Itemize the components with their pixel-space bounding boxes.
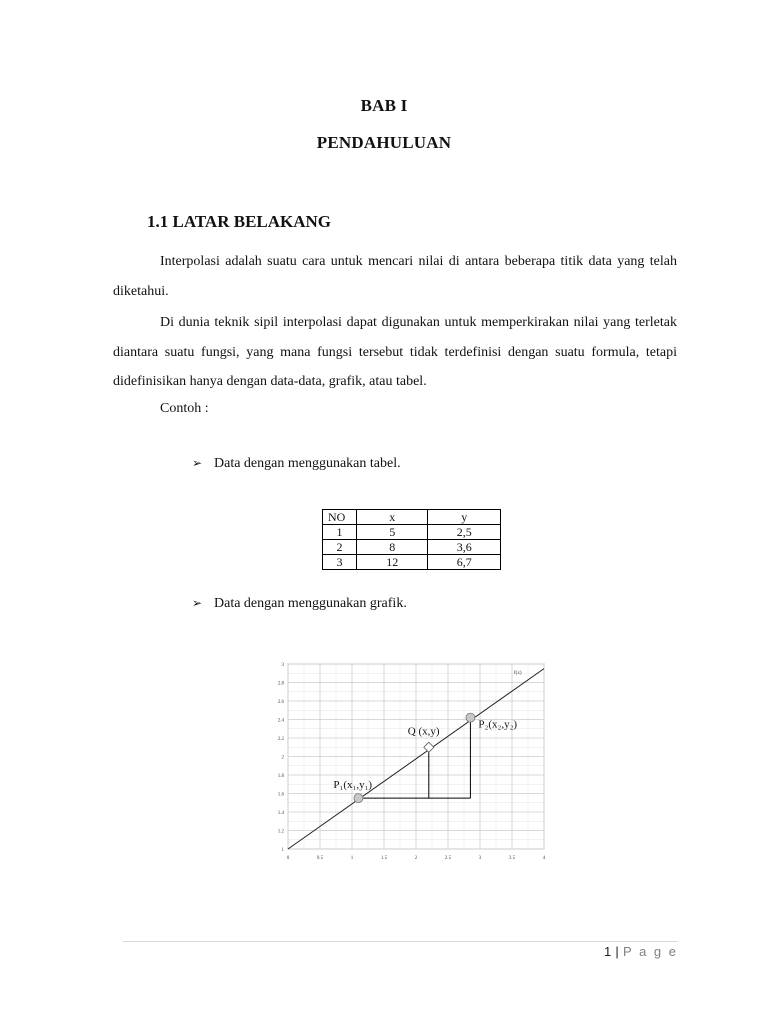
paragraph-definition: Interpolasi adalah suatu cara untuk mencari nilai di antara beberapa titik data yang telah diketahui. xyxy=(113,254,677,299)
x-tick-label: 0 xyxy=(286,856,290,861)
page-footer xyxy=(604,944,678,959)
table-cell: 3,6 xyxy=(428,540,501,555)
table-cell: 3 xyxy=(323,555,357,570)
data-table xyxy=(322,509,501,570)
table-header: NO xyxy=(323,510,357,525)
table-cell: 12 xyxy=(356,555,428,570)
bullet-graph-text: Data dengan menggunakan grafik. xyxy=(214,596,407,611)
footer-separator: | xyxy=(615,944,620,959)
point-label-q: Q (x,y) xyxy=(407,725,440,738)
y-tick-label: 1.8 xyxy=(277,774,284,779)
table-header-row xyxy=(323,510,501,525)
paragraph-civil-engineering: Di dunia teknik sipil interpolasi dapat digunakan untuk memperkirakan nilai yang terletak diantara suatu fungsi, yang mana fungsi tersebut tidak terdefinisi dengan suatu formula, tetapi didefinisikan hanya dengan data-data, grafik, atau tabel. xyxy=(113,315,677,389)
footer-divider xyxy=(123,941,678,942)
bullet-graph xyxy=(192,596,407,612)
x-tick-label: 2.5 xyxy=(444,856,452,861)
bullet-table xyxy=(192,456,401,472)
table-cell: 2 xyxy=(323,540,357,555)
table-cell: 2,5 xyxy=(428,525,501,540)
y-tick-label: 2.6 xyxy=(277,700,284,705)
y-tick-label: 2.2 xyxy=(277,737,284,742)
table-row xyxy=(323,540,501,555)
section-heading: 1.1 LATAR BELAKANG xyxy=(147,212,332,231)
table-cell: 8 xyxy=(356,540,428,555)
table-row xyxy=(323,555,501,570)
point-marker-p1 xyxy=(354,794,363,803)
table-cell: 6,7 xyxy=(428,555,501,570)
x-tick-label: 1.5 xyxy=(380,856,388,861)
page-label: P a g e xyxy=(623,944,678,959)
y-tick-label: 2.4 xyxy=(277,718,284,724)
y-tick-label: 1.4 xyxy=(277,811,284,816)
point-marker-p2 xyxy=(466,713,475,722)
x-tick-label: 3 xyxy=(478,856,482,861)
y-tick-label: 1.6 xyxy=(277,792,284,798)
x-tick-label: 4 xyxy=(542,856,546,861)
series-label: f(x) xyxy=(514,671,522,676)
arrow-bullet-icon: ➢ xyxy=(192,456,203,470)
arrow-bullet-icon: ➢ xyxy=(192,596,203,610)
y-tick-label: 1 xyxy=(281,848,284,853)
table-cell: 1 xyxy=(323,525,357,540)
y-tick-label: 1.2 xyxy=(277,829,284,835)
x-tick-label: 2 xyxy=(414,856,418,861)
y-tick-label: 3 xyxy=(281,663,284,668)
x-tick-label: 1 xyxy=(350,856,354,861)
chapter-number: BAB I xyxy=(360,96,408,115)
page-number: 1 xyxy=(603,944,612,959)
x-tick-label: 0.5 xyxy=(316,856,324,861)
point-label-p2: P₂(x₂,y₂) xyxy=(478,718,518,731)
chapter-title: PENDAHULUAN xyxy=(316,133,452,152)
table-row xyxy=(323,525,501,540)
point-label-p1: P₁(x₁,y₁) xyxy=(333,779,373,792)
interpolation-chart xyxy=(272,656,562,866)
example-label: Contoh : xyxy=(160,401,209,416)
bullet-table-text: Data dengan menggunakan tabel. xyxy=(214,456,401,471)
y-tick-label: 2 xyxy=(281,755,284,761)
x-tick-label: 3.5 xyxy=(508,856,516,861)
table-header: y xyxy=(428,510,501,525)
y-tick-label: 2.8 xyxy=(277,681,284,687)
table-cell: 5 xyxy=(356,525,428,540)
table-header: x xyxy=(356,510,428,525)
